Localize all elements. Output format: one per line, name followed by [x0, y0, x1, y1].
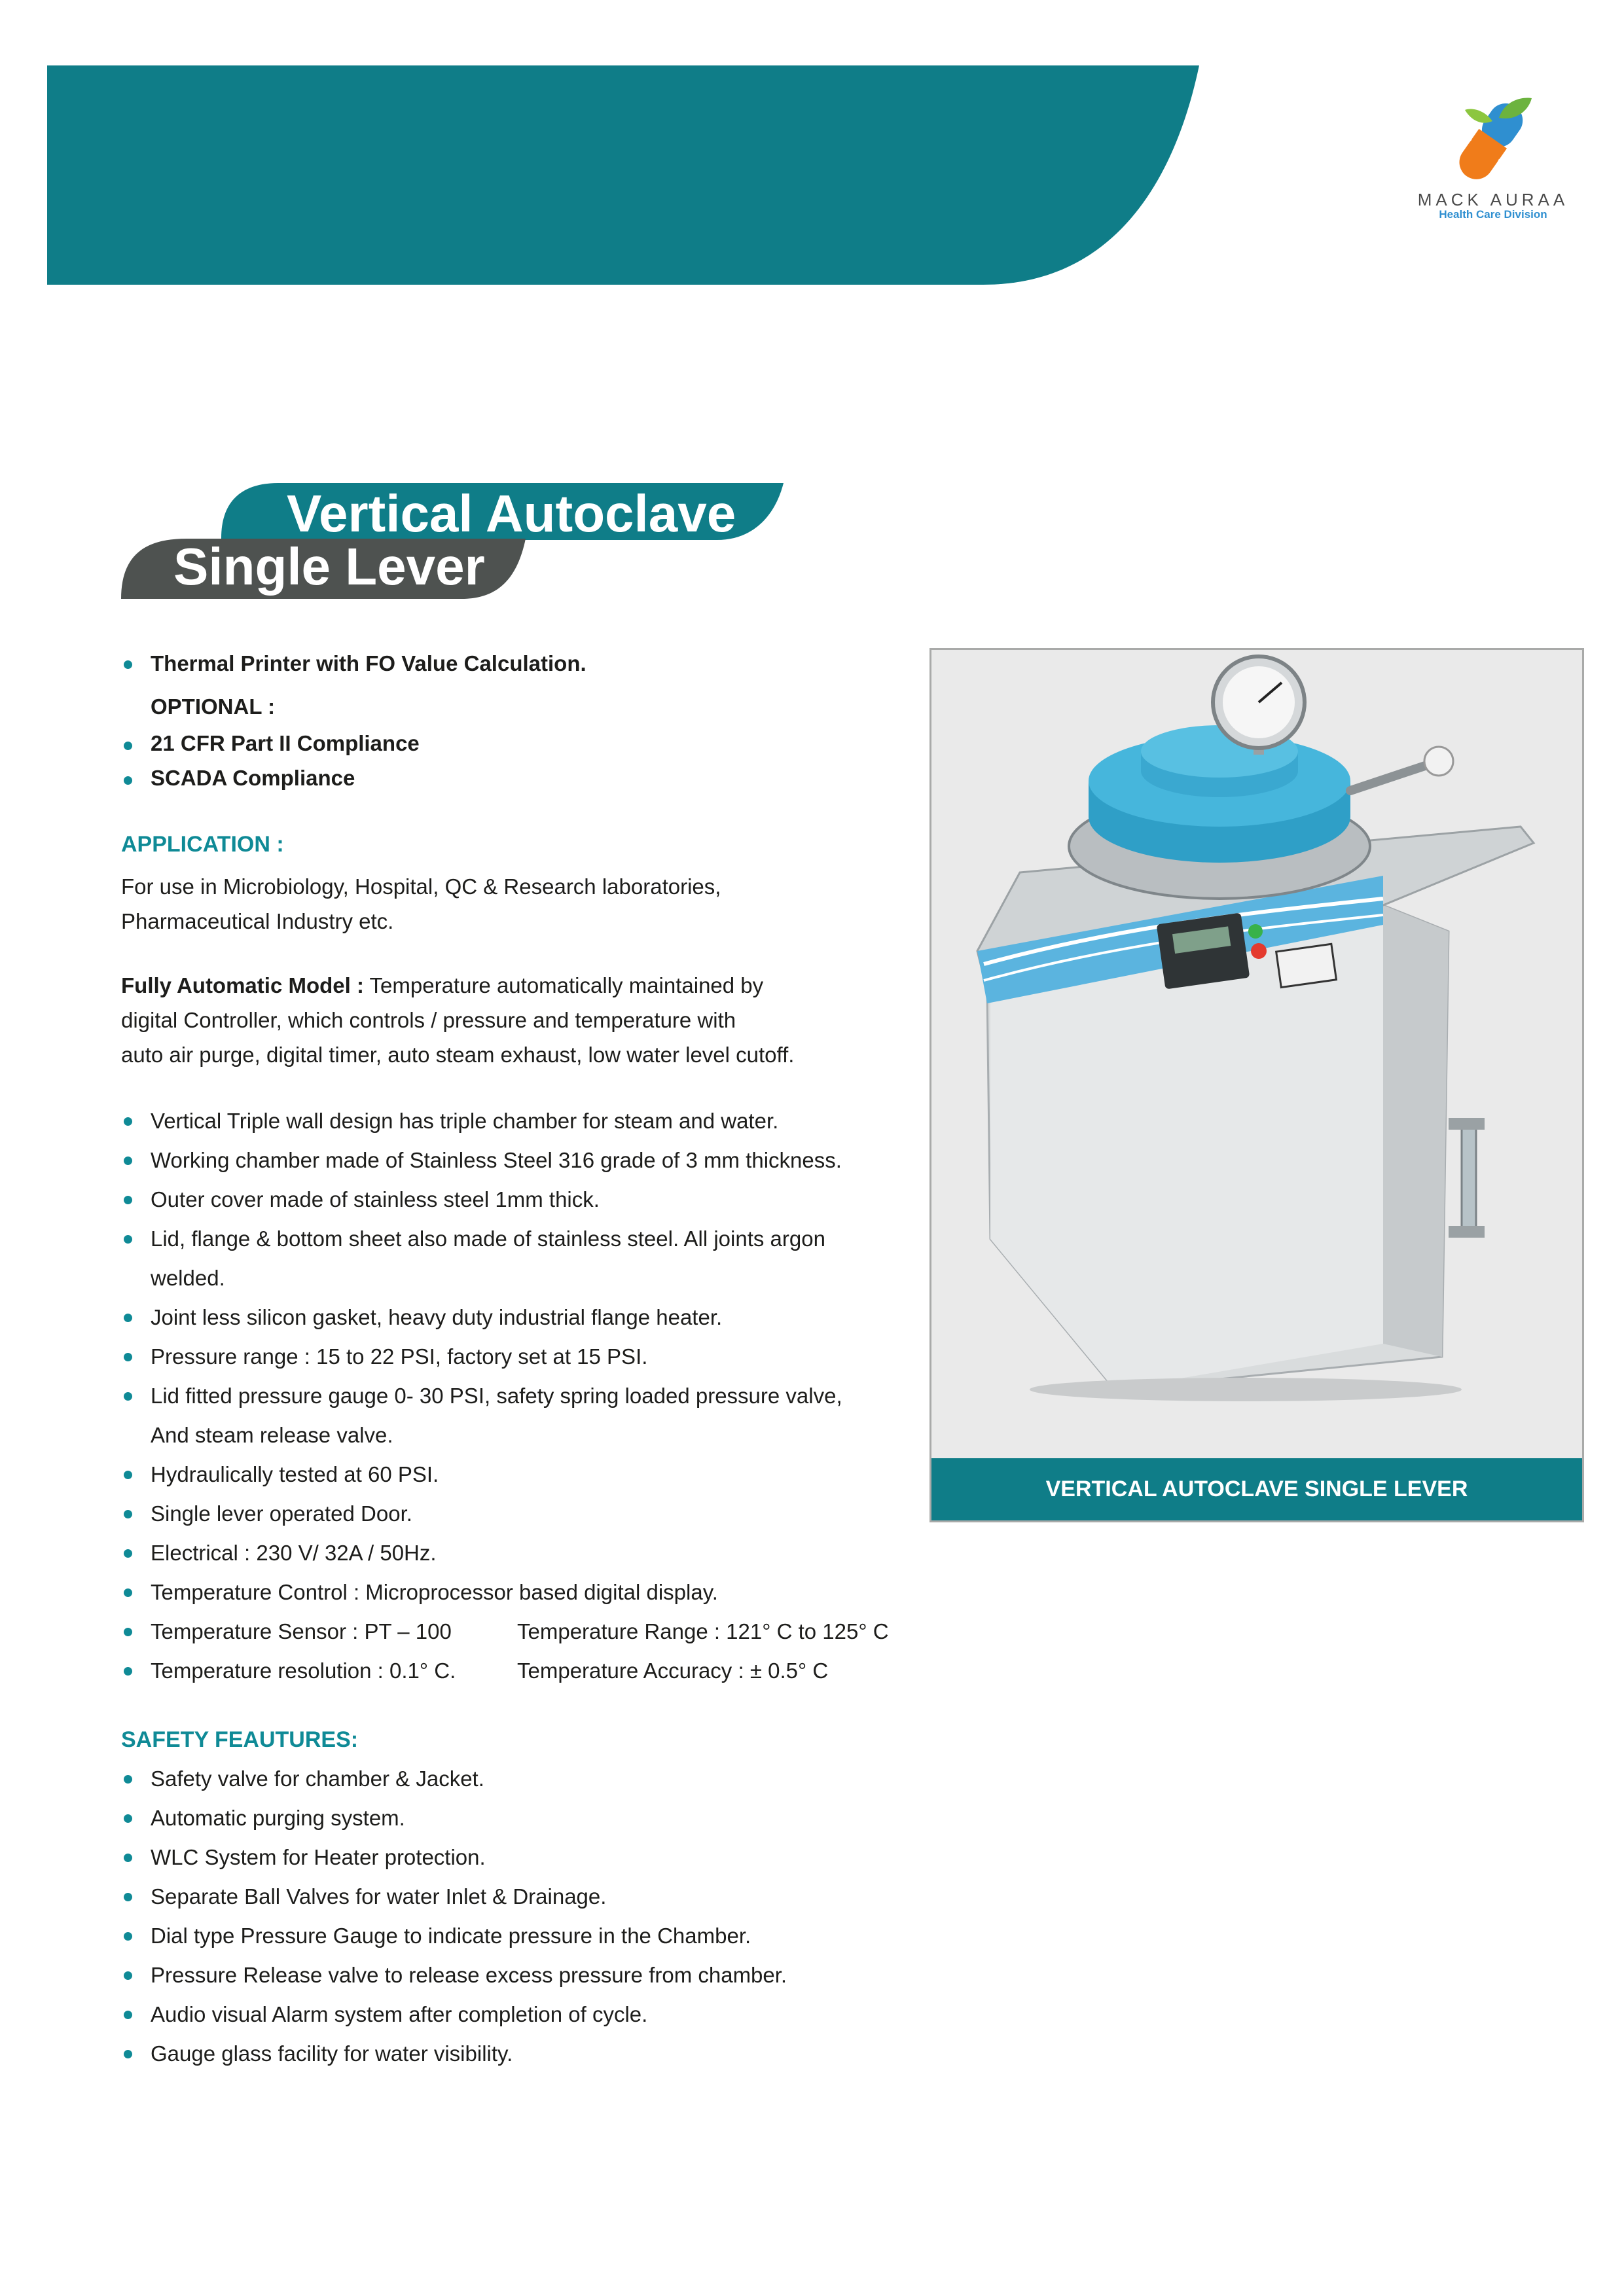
application-text: For use in Microbiology, Hospital, QC & Research laboratories, Pharmaceutical Industry etc. [121, 874, 721, 933]
list-item: WLC System for Heater protection. [121, 1838, 972, 1877]
capsule-leaf-icon [1401, 92, 1578, 190]
autoclave-illustration [931, 650, 1582, 1462]
list-item: Separate Ball Valves for water Inlet & Drainage. [121, 1877, 972, 1916]
list-item: Dial type Pressure Gauge to indicate pressure in the Chamber. [121, 1916, 972, 1956]
title-line-2: Single Lever [173, 537, 485, 596]
list-item [121, 1651, 972, 1691]
list-item: Temperature Control : Microprocessor based digital display. [121, 1573, 972, 1612]
header-banner [47, 65, 1199, 285]
division-name: Health Care Division [1439, 208, 1547, 221]
list-item: Safety valve for chamber & Jacket. [121, 1759, 972, 1799]
temperature-sensor: Temperature Sensor : PT – 100 [151, 1619, 452, 1643]
application-heading: APPLICATION : [121, 832, 284, 857]
page-title [121, 481, 802, 605]
list-item: Single lever operated Door. [121, 1494, 972, 1534]
optional-label: OPTIONAL : [151, 694, 276, 719]
temperature-resolution: Temperature resolution : 0.1° C. [151, 1659, 456, 1683]
brand-name: MACK AURAA [1417, 190, 1569, 209]
list-item: Thermal Printer with FO Value Calculation. [121, 645, 972, 683]
safety-list [121, 1759, 972, 2073]
feature-list [121, 1102, 972, 1691]
list-item: 21 CFR Part II Compliance [121, 726, 972, 761]
list-item: Audio visual Alarm system after completion of cycle. [121, 1995, 972, 2034]
list-item: Gauge glass facility for water visibility. [121, 2034, 972, 2073]
product-photo [929, 648, 1584, 1522]
list-item: Automatic purging system. [121, 1799, 972, 1838]
list-item: Electrical : 230 V/ 32A / 50Hz. [121, 1534, 972, 1573]
list-item: SCADA Compliance [121, 761, 972, 795]
list-item: Vertical Triple wall design has triple chamber for steam and water. [121, 1102, 972, 1141]
list-item: Joint less silicon gasket, heavy duty industrial flange heater. [121, 1298, 972, 1337]
temperature-range: Temperature Range : 121° C to 125° C [517, 1619, 889, 1643]
temperature-accuracy: Temperature Accuracy : ± 0.5° C [517, 1659, 829, 1683]
title-line-1: Vertical Autoclave [287, 484, 736, 543]
list-item-continuation: And steam release valve. [151, 1423, 393, 1447]
list-item-continuation: welded. [151, 1266, 225, 1290]
photo-caption: VERTICAL AUTOCLAVE SINGLE LEVER [931, 1458, 1582, 1520]
list-item: Outer cover made of stainless steel 1mm thick. [121, 1180, 972, 1219]
list-item: Lid fitted pressure gauge 0- 30 PSI, safety spring loaded pressure valve, [121, 1376, 972, 1416]
list-item: Working chamber made of Stainless Steel 316 grade of 3 mm thickness. [121, 1141, 972, 1180]
company-logo [1401, 92, 1578, 229]
list-item: Pressure range : 15 to 22 PSI, factory set at 15 PSI. [121, 1337, 972, 1376]
list-item [121, 1612, 972, 1651]
list-item: Lid, flange & bottom sheet also made of stainless steel. All joints argon [121, 1219, 972, 1259]
safety-heading: SAFETY FEAUTURES: [121, 1727, 359, 1752]
list-item: Hydraulically tested at 60 PSI. [121, 1455, 972, 1494]
spec-content [121, 645, 972, 2073]
automatic-model-text: Fully Automatic Model : Temperature automatically maintained by digital Controller, which controls / pressure and temperature with auto air purge, digital timer, auto steam exhaust, low water level cutoff. [121, 973, 795, 1067]
list-item: Pressure Release valve to release excess pressure from chamber. [121, 1956, 972, 1995]
automatic-model-label: Fully Automatic Model : [121, 973, 364, 997]
